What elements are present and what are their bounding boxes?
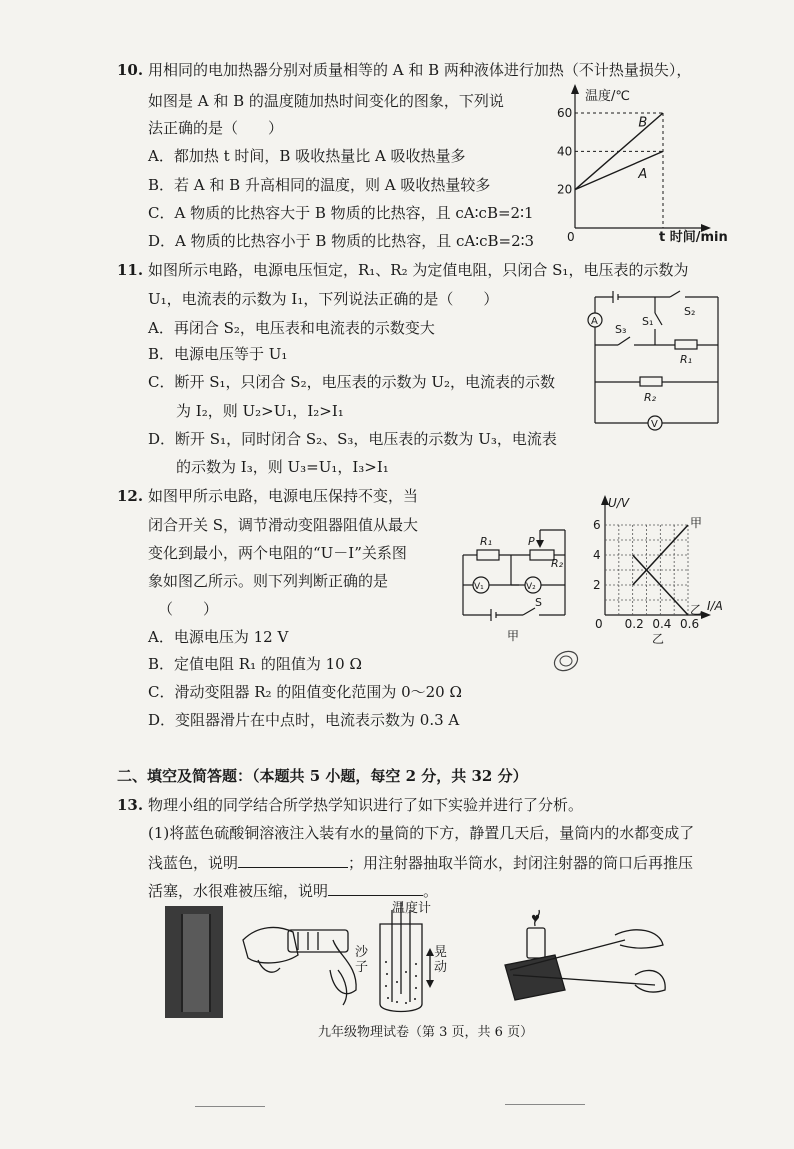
q12-s-label: S bbox=[535, 596, 542, 609]
q12-series-label-乙: 乙 bbox=[690, 603, 703, 617]
q11-s3-label: S₃ bbox=[615, 323, 627, 336]
q12-option-b: B．定值电阻 R₁ 的阻值为 10 Ω bbox=[148, 655, 362, 673]
q12-r2-label: R₂ bbox=[551, 557, 564, 570]
q11-s1-label: S₁ bbox=[642, 315, 654, 328]
scan-mark-right bbox=[505, 1104, 585, 1105]
q13-p1b-pre: 浅蓝色，说明 bbox=[148, 854, 239, 872]
q10-ytick-40: 40 bbox=[557, 144, 573, 159]
q11-circuit-diagram bbox=[580, 285, 730, 440]
q13-blank-2[interactable] bbox=[328, 881, 423, 896]
q10-series-A bbox=[575, 151, 663, 189]
q10-series-label-A: A bbox=[638, 167, 648, 183]
q11-number: 11. bbox=[117, 261, 144, 279]
q11-stem-line2: U₁，电流表的示数为 I₁，下列说法正确的是（ ） bbox=[148, 290, 499, 308]
q11-option-d1: D．断开 S₁，同时闭合 S₂、S₃，电压表的示数为 U₃，电流表 bbox=[148, 430, 557, 448]
q12-caption-jia: 甲 bbox=[507, 629, 520, 643]
stain-mark bbox=[548, 643, 588, 683]
q11-option-d2: 的示数为 I₃，则 U₃=U₁，I₃>I₁ bbox=[176, 458, 389, 476]
q13-p1b-post: ；用注射器抽取半筒水，封闭注射器的筒口后再推压 bbox=[348, 854, 694, 872]
q11-ammeter-label: A bbox=[591, 316, 598, 327]
q11-r1-label: R₁ bbox=[680, 353, 693, 366]
svg-text:♥: ♥ bbox=[531, 914, 540, 925]
q12-stem-line2: 闭合开关 S，调节滑动变阻器阻值从最大 bbox=[148, 516, 419, 534]
q11-r2-label: R₂ bbox=[644, 391, 657, 404]
q13-figure-syringe bbox=[238, 910, 363, 1010]
q10-ytick-20: 20 bbox=[557, 182, 573, 197]
q12-series-label-甲: 甲 bbox=[690, 516, 703, 530]
q10-option-d: D．A 物质的比热容小于 B 物质的比热容，且 cA∶cB=2∶3 bbox=[148, 232, 535, 250]
q10-stem-line3: 法正确的是（ ） bbox=[148, 119, 284, 137]
q11-option-c2: 为 I₂，则 U₂>U₁，I₂>I₁ bbox=[176, 402, 344, 420]
q12-xlabel: I/A bbox=[707, 599, 723, 613]
q10-xlabel: t 时间/min bbox=[659, 230, 728, 245]
q12-xtick-0.4: 0.4 bbox=[652, 617, 672, 631]
q12-stem-line5: （ ） bbox=[158, 600, 219, 618]
q10-ytick-60: 60 bbox=[557, 106, 573, 120]
q12-option-a: A．电源电压为 12 V bbox=[148, 628, 289, 646]
q12-stem-line3: 变化到最小，两个电阻的“U－I”关系图 bbox=[148, 544, 407, 562]
q10-number: 10. bbox=[117, 61, 144, 79]
q12-ytick-2: 2 bbox=[593, 578, 601, 592]
q13-thermometer-label: 温度计 bbox=[392, 901, 432, 916]
page-footer: 九年级物理试卷（第 3 页，共 6 页） bbox=[318, 1025, 534, 1040]
q12-stem-line1: 如图甲所示电路，电源电压保持不变，当 bbox=[148, 487, 419, 505]
q11-s2-label: S₂ bbox=[684, 305, 696, 318]
q13-number: 13. bbox=[117, 796, 144, 814]
q12-ytick-4: 4 bbox=[593, 548, 601, 562]
q10-option-c: C．A 物质的比热容大于 B 物质的比热容，且 cA∶cB=2∶1 bbox=[148, 204, 534, 222]
q12-slider-arrow bbox=[536, 540, 544, 548]
q10-y-arrow bbox=[571, 84, 579, 94]
q10-stem-line2: 如图是 A 和 B 的温度随加热时间变化的图象，下列说 bbox=[148, 92, 504, 110]
section2-title: 二、填空及简答题：（本题共 5 小题，每空 2 分，共 32 分） bbox=[117, 767, 528, 785]
q12-ylabel: U/V bbox=[608, 496, 630, 510]
scan-mark-left bbox=[195, 1106, 265, 1107]
q12-circuit-diagram-jia bbox=[455, 520, 575, 645]
q13-p1-line3 bbox=[148, 881, 438, 901]
q12-option-c: C．滑动变阻器 R₂ 的阻值变化范围为 0～20 Ω bbox=[148, 683, 462, 701]
q12-option-d: D．变阻器滑片在中点时，电流表示数为 0.3 A bbox=[148, 711, 460, 729]
q11-voltmeter-label: V bbox=[651, 419, 658, 430]
q12-ytick-6: 6 bbox=[593, 518, 601, 532]
q13-figure-rope-friction bbox=[495, 910, 670, 1015]
q11-option-a: A．再闭合 S₂，电压表和电流表的示数变大 bbox=[148, 319, 435, 337]
q11-stem-line1: 如图所示电路，电源电压恒定，R₁、R₂ 为定值电阻，只闭合 S₁，电压表的示数为 bbox=[148, 261, 689, 279]
q10-stem-line1: 用相同的电加热器分别对质量相等的 A 和 B 两种液体进行加热（不计热量损失）， bbox=[148, 61, 692, 79]
q12-caption-yi: 乙 bbox=[652, 632, 665, 646]
q11-option-b: B．电源电压等于 U₁ bbox=[148, 345, 288, 363]
q12-uI-chart bbox=[590, 495, 750, 645]
q12-xtick-0.6: 0.6 bbox=[680, 617, 700, 631]
q12-r1-label: R₁ bbox=[480, 535, 493, 548]
q13-p1c-pre: 活塞，水很难被压缩，说明 bbox=[148, 882, 329, 900]
q13-blank-1[interactable] bbox=[238, 853, 348, 868]
q13-stem: 物理小组的同学结合所学热学知识进行了如下实验并进行了分析。 bbox=[148, 796, 584, 814]
q12-origin: 0 bbox=[595, 617, 603, 631]
q10-temperature-chart bbox=[555, 88, 755, 248]
q13-p1-line2 bbox=[148, 853, 693, 873]
q13-p1-line1: (1)将蓝色硫酸铜溶液注入装有水的量筒的下方，静置几天后，量筒内的水都变成了 bbox=[148, 824, 695, 842]
q13-cylinder-shape bbox=[181, 914, 211, 1012]
q12-v2-label: V₂ bbox=[526, 582, 536, 592]
q10-origin: 0 bbox=[567, 230, 575, 244]
q13-shake-label: 晃动 bbox=[434, 945, 448, 975]
q12-stem-line4: 象如图乙所示。则下列判断正确的是 bbox=[148, 572, 389, 590]
q12-xtick-0.2: 0.2 bbox=[624, 617, 644, 631]
q13-photo-graduated-cylinder bbox=[165, 906, 223, 1018]
q13-p1c-post: 。 bbox=[423, 882, 439, 900]
q10-series-label-B: B bbox=[638, 115, 648, 131]
q12-p-label: P bbox=[528, 535, 535, 548]
q12-v1-label: V₁ bbox=[474, 582, 484, 592]
q10-option-a: A．都加热 t 时间，B 吸收热量比 A 吸收热量多 bbox=[148, 147, 466, 165]
q10-ylabel: 温度/℃ bbox=[585, 89, 630, 104]
q10-option-b: B．若 A 和 B 升高相同的温度，则 A 吸收热量较多 bbox=[148, 176, 491, 194]
q11-option-c1: C．断开 S₁，只闭合 S₂，电压表的示数为 U₂，电流表的示数 bbox=[148, 373, 556, 391]
q12-number: 12. bbox=[117, 487, 144, 505]
q13-sand-label: 沙子 bbox=[355, 945, 369, 975]
